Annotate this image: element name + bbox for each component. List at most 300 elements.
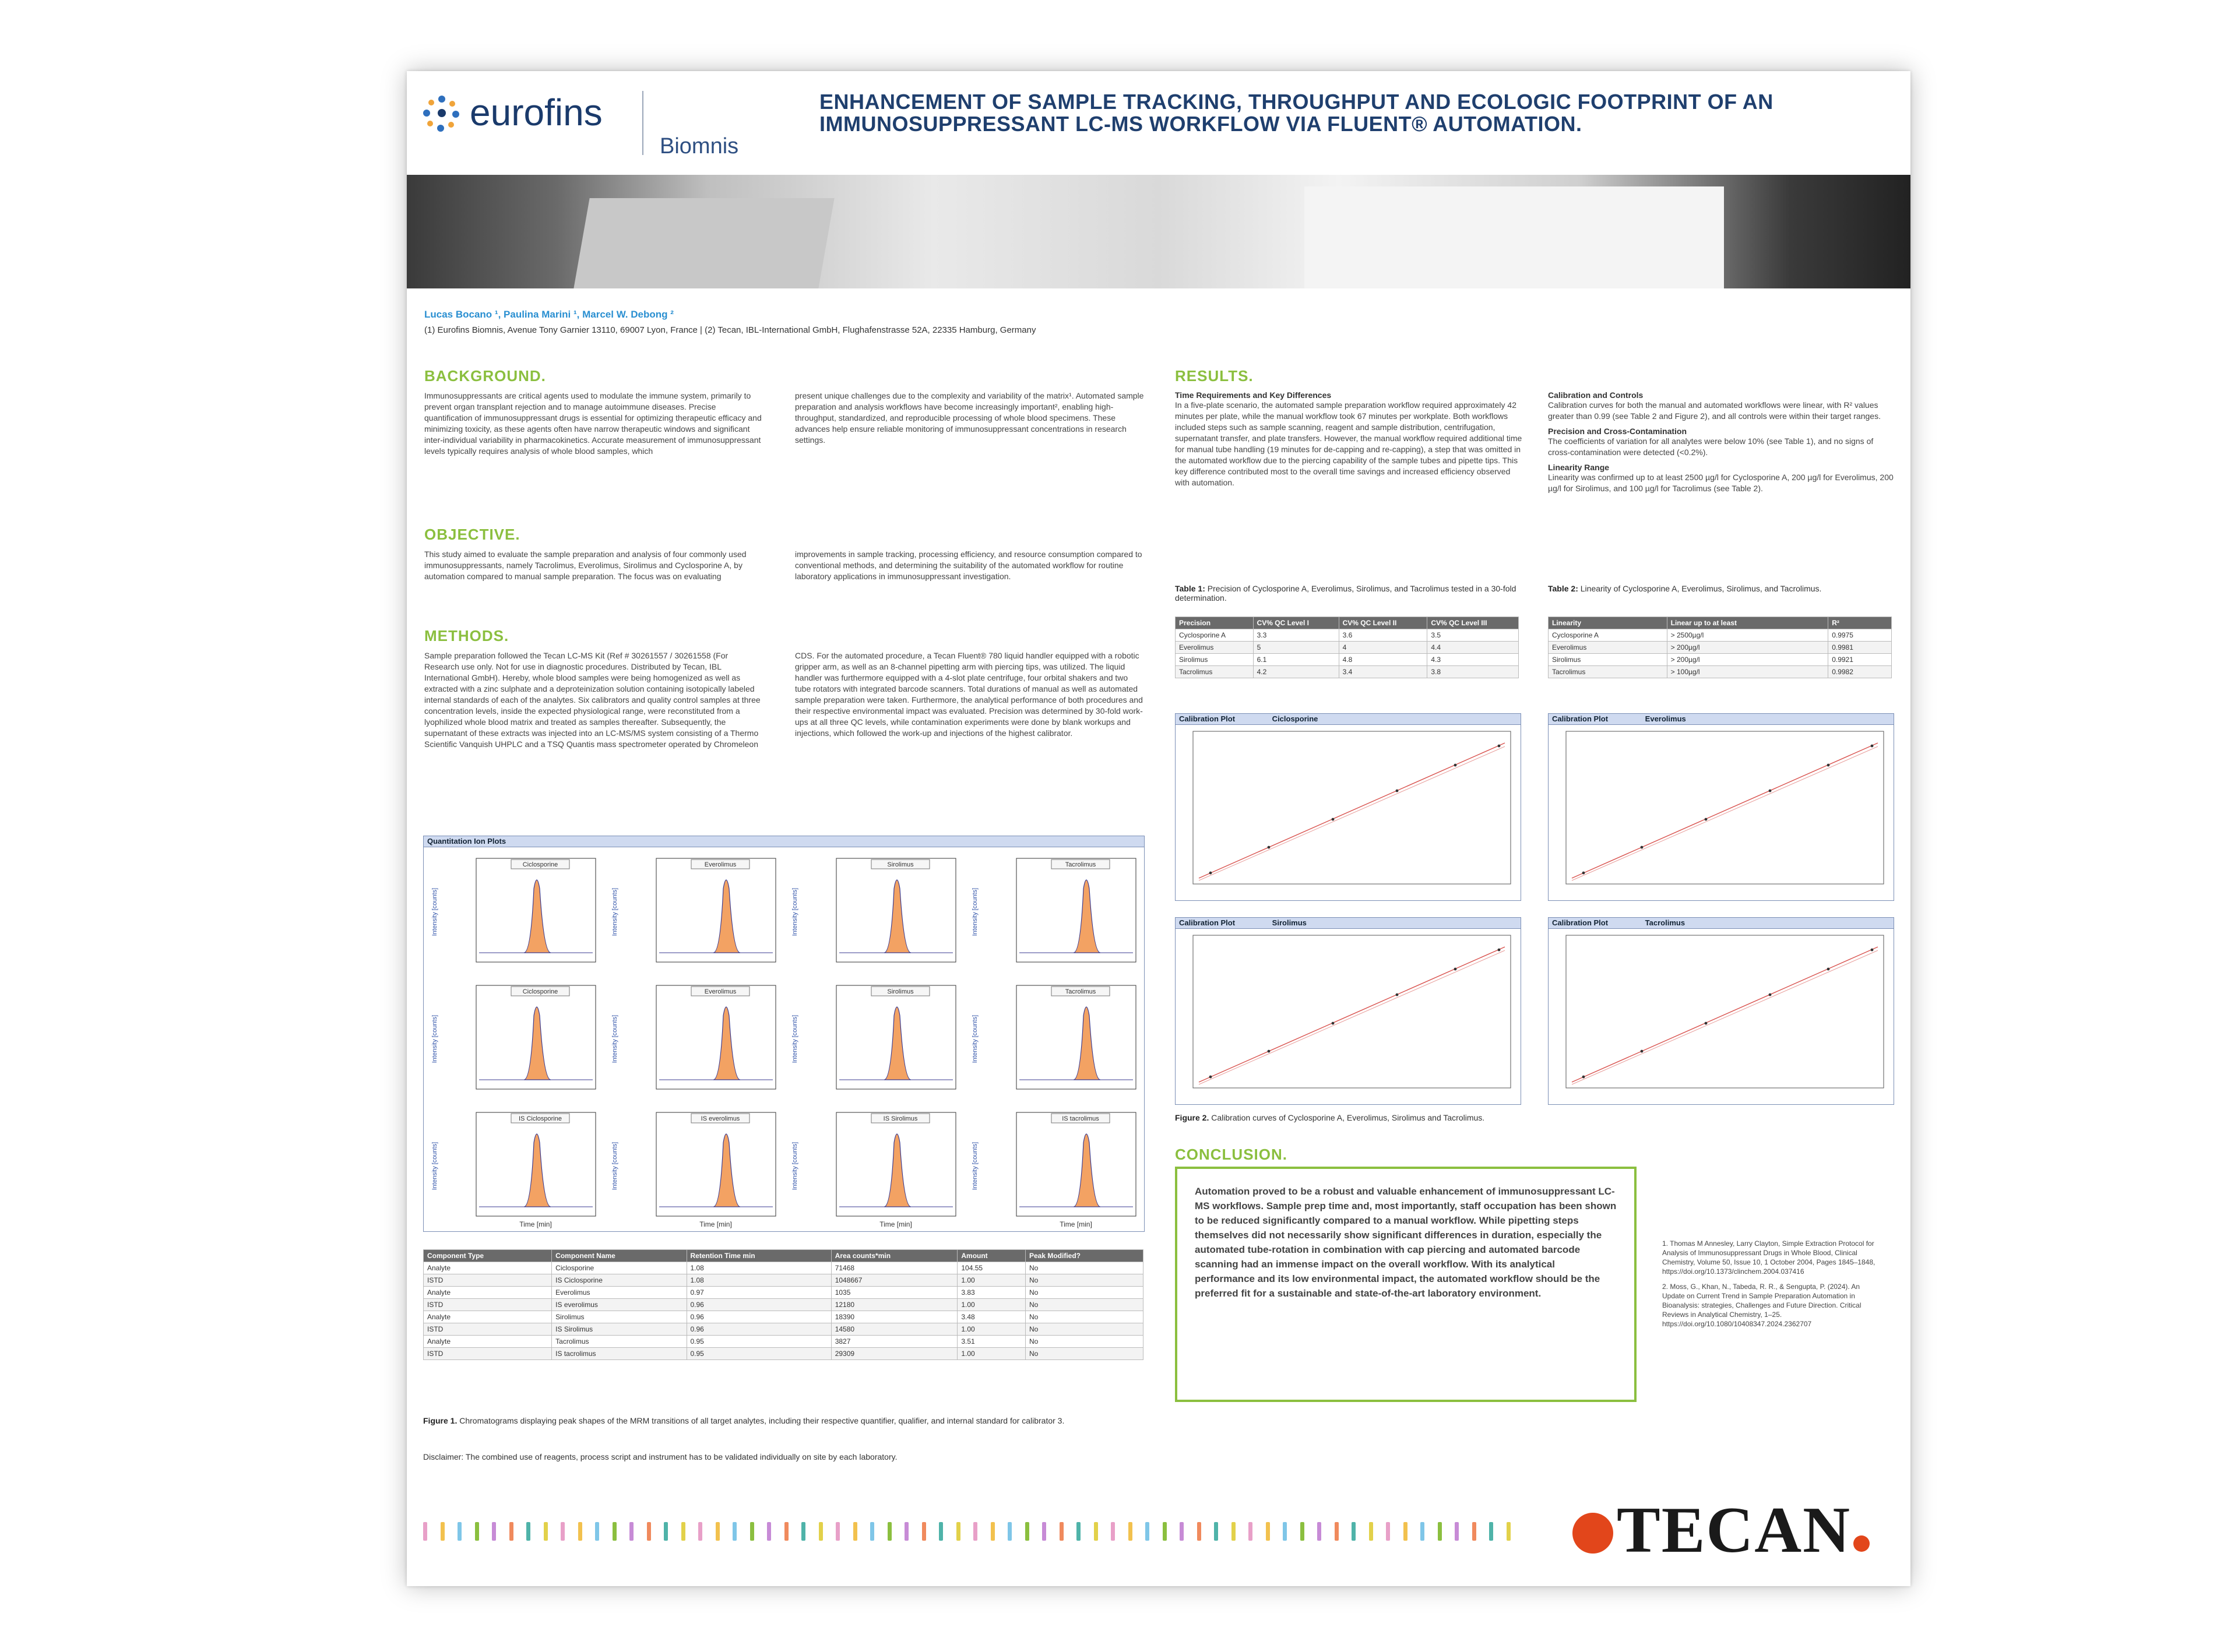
stripe [801,1522,805,1541]
table1-cell: 3.8 [1427,666,1519,678]
logo-divider [642,91,643,155]
y-axis-label: Intensity [counts] [431,1142,438,1190]
table-row [424,1287,1143,1299]
figure1-chromatograms [423,836,1145,1232]
conclusion-heading: CONCLUSION. [1175,1146,1287,1163]
banner-reservoir [573,198,834,288]
table1-cell: 4.4 [1427,642,1519,654]
calibration-bar [1549,918,1894,929]
chromatogram-panel [784,848,964,975]
logo-wordmark: eurofins [470,91,603,133]
table2-cell: Sirolimus [1549,654,1667,666]
figure1-table-cell: No [1025,1287,1143,1299]
panel-title: Everolimus [704,861,737,868]
y-axis-label: Intensity [counts] [791,1015,798,1063]
stripe [1008,1522,1012,1541]
calibration-point [1871,745,1874,748]
figure1-table-cell: 1.08 [687,1274,831,1287]
x-axis-label: Time [min] [699,1220,732,1228]
stripe [819,1522,823,1541]
calibration-plot [1175,917,1521,1105]
panel-title: IS tacrolimus [1062,1115,1099,1122]
table2-cell: > 100µg/l [1667,666,1828,678]
table1-cell: 3.6 [1339,629,1427,642]
chromatogram-panel [424,975,604,1102]
stripe [750,1522,754,1541]
calibration-frame [1566,731,1884,884]
stripe [905,1522,909,1541]
stripe [870,1522,874,1541]
calibration-plot [1548,917,1894,1105]
calibration-bar [1549,714,1894,725]
background-col2: present unique challenges due to the complexity and variability of the matrix¹. Automated sample preparation and analysis workflows have become increasingly important², enabling high-throughput, standardized, and reproducible processing of whole blood specimens. These advances help ensure reliable monitoring of immunosuppressant concentrations in research settings. [795,391,1144,445]
figure2-caption-text: Calibration curves of Cyclosporine A, Everolimus, Sirolimus and Tacrolimus. [1211,1113,1485,1122]
figure1-table-cell: 3.48 [958,1311,1026,1323]
panel-title: Tacrolimus [1065,861,1096,868]
table1-cell: 3.4 [1339,666,1427,678]
table2-cell: > 200µg/l [1667,654,1828,666]
figure1-table-header-cell: Retention Time min [687,1250,831,1262]
figure1-table-cell: 3.83 [958,1287,1026,1299]
stripe [973,1522,977,1541]
tecan-logo [1572,1493,1870,1568]
stripe [441,1522,445,1541]
table1-caption-label: Table 1: [1175,584,1205,593]
y-axis-label: Intensity [counts] [791,1142,798,1190]
calibration-bar-label: Calibration Plot [1552,918,1609,927]
calibration-plot [1175,713,1521,901]
figure1-caption [423,1416,1143,1425]
figure1-table-cell: ISTD [424,1274,552,1287]
calibration-point [1396,994,1399,996]
figure1-table-cell: 0.97 [687,1287,831,1299]
panel-title: IS Ciclosporine [519,1115,562,1122]
table1-caption [1175,584,1525,603]
table1-header-cell: CV% QC Level III [1427,617,1519,629]
results-text-precision: The coefficients of variation for all analytes were below 10% (see Table 1), and no signs of cross-contamination were detected (<0.2%). [1548,436,1874,457]
table-row [1549,666,1892,678]
table1-cell: Everolimus [1176,642,1254,654]
calibration-frame [1193,731,1511,884]
panel-title: Everolimus [704,988,737,995]
figure1-caption-label: Figure 1. [423,1416,458,1425]
stripe [1128,1522,1132,1541]
calibration-analyte-name: Ciclosporine [1270,714,1318,723]
objective-col2: improvements in sample tracking, processing efficiency, and resource consumption compared to conventional methods, and determining the suitability of the automated workflow for routine laboratory applications in immunosuppressant investigation. [795,550,1142,581]
figure1-table-cell: 1.08 [687,1262,831,1274]
table2-cell: > 200µg/l [1667,642,1828,654]
calibration-point [1268,846,1271,849]
stripe [1163,1522,1167,1541]
tecan-period-icon [1853,1535,1870,1552]
table2-header-cell: R² [1828,617,1892,629]
stripe [1283,1522,1287,1541]
conclusion-text: Automation proved to be a robust and valuable enhancement of immunosuppressant LC-MS workflows. Sample prep time and, most importantly, staff occupation has been shown to be reduced significantly compared to a manual workflow. While pipetting steps themselves did not necessarily show significant differences in duration, especially the automated tube-rotation in combination with cap piercing and automated barcode scanning had an immense impact on the overall workflow. With its analytical performance and its low environmental impact, the automated workflow should be the preferred fit for a sustainable and state-of-the-art laboratory environment. [1195,1186,1617,1299]
figure1-table-cell: 104.55 [958,1262,1026,1274]
plot-frame [656,858,776,962]
references [1662,1239,1884,1329]
table-row [1176,654,1519,666]
results-sub-precision: Precision and Cross-Contamination [1548,427,1687,436]
calibration-plot [1548,713,1894,901]
title-line-1: ENHANCEMENT OF SAMPLE TRACKING, THROUGHPUT AND ECOLOGIC FOOTPRINT OF AN [819,90,1773,114]
figure1-table-cell: ISTD [424,1299,552,1311]
figure1-table-cell: 1.00 [958,1274,1026,1287]
y-axis-label: Intensity [counts] [972,887,979,936]
figure1-table-cell: Tacrolimus [552,1336,687,1348]
figure1-table-cell: 0.95 [687,1336,831,1348]
figure1-table-cell: 29309 [831,1348,958,1360]
plot-frame [656,985,776,1089]
table2-cell: 0.9975 [1828,629,1892,642]
chromatogram-panel [964,1102,1144,1229]
calibration-analyte-name: Everolimus [1643,714,1686,723]
calibration-point [1641,846,1644,849]
panel-title: Sirolimus [887,861,914,868]
calibration-frame [1566,935,1884,1088]
calibration-point [1332,1022,1335,1025]
stripe [888,1522,892,1541]
table1-header-cell: Precision [1176,617,1254,629]
calibration-point [1268,1050,1271,1053]
affiliations: (1) Eurofins Biomnis, Avenue Tony Garnier 13110, 69007 Lyon, France | (2) Tecan, IBL-International GmbH, Flughafenstrasse 52A, 22335 Hamburg, Germany [424,325,1036,335]
eurofins-logo [421,85,770,161]
results-heading: RESULTS. [1175,367,1254,385]
results-section [1175,367,1254,385]
calibration-point [1498,745,1501,748]
stripe [578,1522,582,1541]
figure1-table-cell: No [1025,1323,1143,1336]
calibration-analyte-name: Sirolimus [1270,918,1307,927]
figure1-table-cell: 12180 [831,1299,958,1311]
calibration-bar [1176,918,1521,929]
poster-title [819,91,1868,135]
chromatogram-panel [964,975,1144,1102]
calibration-point [1871,949,1874,952]
table1-caption-text: Precision of Cyclosporine A, Everolimus, Sirolimus, and Tacrolimus tested in a 30-fold determination. [1175,584,1516,603]
chromatogram-panel [784,975,964,1102]
calibration-analyte-name: Tacrolimus [1643,918,1685,927]
background-heading: BACKGROUND. [424,367,546,385]
authors: Lucas Bocano ¹, Paulina Marini ¹, Marcel W. Debong ² [424,309,674,320]
stripe [1352,1522,1356,1541]
panel-title: Sirolimus [887,988,914,995]
chromatogram-panel [424,1102,604,1229]
x-axis-label: Time [min] [519,1220,552,1228]
figure1-table-cell: IS everolimus [552,1299,687,1311]
panel-title: Ciclosporine [522,988,558,995]
figure1-table-cell: IS tacrolimus [552,1348,687,1360]
panel-title: Tacrolimus [1065,988,1096,995]
figure1-table-cell: 0.96 [687,1299,831,1311]
table2-linearity [1548,617,1892,678]
stripe [1266,1522,1270,1541]
stripe [1094,1522,1098,1541]
table1-cell: 4.2 [1253,666,1339,678]
figure1-table-cell: 3.51 [958,1336,1026,1348]
stripe [1076,1522,1081,1541]
figure1-table-header-cell: Amount [958,1250,1026,1262]
background-section [424,367,546,385]
calibration-point [1498,949,1501,952]
figure1-table-cell: 1.00 [958,1323,1026,1336]
calibration-svg [1176,725,1521,900]
stripe [1231,1522,1236,1541]
y-axis-label: Intensity [counts] [791,887,798,936]
calibration-point [1209,872,1212,875]
calibration-point [1705,818,1708,821]
disclaimer: Disclaimer: The combined use of reagents, process script and instrument has to be validated individually on site by each laboratory. [423,1452,898,1461]
figure1-table-cell: No [1025,1348,1143,1360]
stripe [1472,1522,1476,1541]
eurofins-mark-icon [421,92,463,134]
table-row [1176,666,1519,678]
figure1-table-cell: 0.95 [687,1348,831,1360]
table1-cell: 3.3 [1253,629,1339,642]
y-axis-label: Intensity [counts] [611,1015,618,1063]
table2-cell: Everolimus [1549,642,1667,654]
calibration-svg [1176,929,1521,1104]
chromatogram-panel [604,1102,784,1229]
calibration-point [1705,1022,1708,1025]
table2-header-cell: Linear up to at least [1667,617,1828,629]
figure2-caption-label: Figure 2. [1175,1113,1209,1122]
conclusion-section [1175,1146,1287,1164]
figure1-table-cell: 71468 [831,1262,958,1274]
stripe [1455,1522,1459,1541]
table-row [1549,654,1892,666]
stripe [1386,1522,1390,1541]
calibration-frame [1193,935,1511,1088]
table1-precision [1175,617,1519,678]
chromatogram-panel [604,848,784,975]
methods-col1: Sample preparation followed the Tecan LC-MS Kit (Ref # 30261557 / 30261558 (For Research use only. Not for use in diagnostic procedures. Distributed by Tecan, IBL International GmbH). Hereby, whole blood samples were being homogenized as well as extracted with a zinc sulphate and a deproteinization solution containing isotopically labeled internal standards of each of the analytes. Six calibrators and quality control samples at three concentration levels, inside the expected physiological range, were reconstituted from a lyophilized whole blood matrix and treated as samples thereafter. Subsequently, the supernatant of these extracts was injected into an LC-MS/MS system consisting of a Thermo Scientific Vanquish UHPLC and a TSQ Quantis mass spectrometer operated by Chromeleon [424,651,761,749]
table-row [424,1336,1143,1348]
calibration-bar [1176,714,1521,725]
table1-cell: 4.3 [1427,654,1519,666]
tecan-dot-icon [1572,1513,1613,1554]
plot-frame [1016,858,1136,962]
chromatogram-panel [964,848,1144,975]
calibration-point [1209,1076,1212,1079]
figure1-results-table [423,1249,1143,1360]
figure1-table-cell: Analyte [424,1262,552,1274]
results-left-col [1175,390,1525,488]
stripe [1180,1522,1184,1541]
table-row [424,1323,1143,1336]
figure1-table-cell: Analyte [424,1287,552,1299]
table2-cell: 0.9981 [1828,642,1892,654]
stripe [784,1522,789,1541]
plot-frame [1016,1112,1136,1216]
figure1-table-header-cell: Area counts*min [831,1250,958,1262]
table2-caption [1548,584,1898,593]
table1-cell: Cyclosporine A [1176,629,1254,642]
table2-cell: Tacrolimus [1549,666,1667,678]
figure1-table-cell: Analyte [424,1336,552,1348]
figure1-table-cell: 1048667 [831,1274,958,1287]
y-axis-label: Intensity [counts] [972,1142,979,1190]
results-text-linearity: Linearity was confirmed up to at least 2500 µg/l for Cyclosporine A, 200 µg/l for Everolimus, 200 µg/l for Sirolimus, and 100 µg/l for Tacrolimus (see Table 2). [1548,473,1894,493]
calibration-point [1827,764,1830,767]
stripe [698,1522,702,1541]
figure1-table-cell: Everolimus [552,1287,687,1299]
calibration-point [1769,994,1772,996]
figure1-bar-title: Quantitation Ion Plots [424,836,1144,847]
table-row [424,1311,1143,1323]
table1-cell: Tacrolimus [1176,666,1254,678]
figure1-table-header-cell: Peak Modified? [1025,1250,1143,1262]
figure1-table-cell: 1.00 [958,1299,1026,1311]
panel-title: Ciclosporine [522,861,558,868]
table-row [424,1274,1143,1287]
calibration-point [1827,968,1830,971]
x-axis-label: Time [min] [1060,1220,1092,1228]
stripe [1507,1522,1511,1541]
stripe [681,1522,685,1541]
y-axis-label: Intensity [counts] [611,1142,618,1190]
table-row [424,1348,1143,1360]
stripe [509,1522,513,1541]
stripe [1060,1522,1064,1541]
figure1-table-header-cell: Component Name [552,1250,687,1262]
stripe [1145,1522,1149,1541]
table2-caption-label: Table 2: [1548,584,1578,593]
stripe [1197,1522,1201,1541]
figure1-table-header-row [424,1250,1143,1262]
stripe [716,1522,720,1541]
calibration-bar-label: Calibration Plot [1179,714,1236,723]
stripe [1042,1522,1046,1541]
y-axis-label: Intensity [counts] [431,1015,438,1063]
panel-title: IS everolimus [701,1115,740,1122]
stripe [1300,1522,1304,1541]
table2-header-row [1549,617,1892,629]
table-row [1549,642,1892,654]
figure1-table-cell: No [1025,1262,1143,1274]
table2-body [1549,629,1892,678]
footer-color-stripes [423,1520,1519,1543]
background-col1: Immunosuppressants are critical agents used to modulate the immune system, primarily to prevent organ transplant rejection and to manage autoimmune diseases. Precise quantification of immunosuppressant drugs is essential for optimizing therapeutic efficacy and minimizing toxicity, as these agents often have narrow therapeutic windows and significant inter-individual variability in pharmacokinetics. Accurate measurement of immunosuppressant levels typically requires analysis of whole blood samples, which [424,391,762,456]
results-sub-linearity: Linearity Range [1548,463,1610,472]
table1-cell: 4.8 [1339,654,1427,666]
table2-cell: 0.9921 [1828,654,1892,666]
stripe [1403,1522,1407,1541]
calibration-point [1396,790,1399,792]
figure1-table-cell: Sirolimus [552,1311,687,1323]
stripe [613,1522,617,1541]
results-text-time: In a five-plate scenario, the automated sample preparation workflow required approximately 42 minutes per plate, while the manual workflow took 67 minutes per workplate. Both workflows included steps such as sample scanning, reagent and sample distribution, centrifugation, supernatant transfer, and plate transfers. However, the manual workflow required additional time for manual tube handling (19 minutes for de-capping and re-capping), a step that was omitted in the automated workflow due to the piercing capability of the sample tubes and pipette tips. This key difference contributed most to the overall time savings and increased efficiency observed with automation. [1175,400,1522,487]
reference-1: 1. Thomas M Annesley, Larry Clayton, Simple Extraction Protocol for Analysis of Immunosuppressant Drugs in Whole Blood, Clinical Chemistry, Volume 50, Issue 10, 1 October 2004, Pages 1845–1848, https://doi.org/10.1373/clinchem.2004.037416 [1662,1239,1875,1276]
table-row [1176,642,1519,654]
figure1-table-cell: 1.00 [958,1348,1026,1360]
table2-header-cell: Linearity [1549,617,1667,629]
stripe [1438,1522,1442,1541]
table2-cell: Cyclosporine A [1549,629,1667,642]
stripe [1335,1522,1339,1541]
table1-header-cell: CV% QC Level II [1339,617,1427,629]
plot-frame [1016,985,1136,1089]
figure1-table-cell: 14580 [831,1323,958,1336]
calibration-point [1454,968,1457,971]
figure1-table-cell: Ciclosporine [552,1262,687,1274]
stripe [991,1522,995,1541]
calibration-bar-label: Calibration Plot [1179,918,1236,927]
methods-col2: CDS. For the automated procedure, a Tecan Fluent® 780 liquid handler equipped with a robotic gripper arm, as well as an 8-channel pipetting arm with piercing tips, was utilized. The liquid handler was furthermore equipped with a 4-slot plate centrifuge, four orbital shakers and two tube rotators with integrated barcode scanners. Total durations of manual as well as automated sample preparation were taken. Furthermore, the analytical performance of both procedures and their respective environmental impact was evaluated. Precision was determined by 30-fold work-ups at all three QC levels, while contamination experiments were done by blank workups and injections, which followed the work-up and injections of the highest calibrator. [795,651,1143,738]
methods-section [424,627,509,645]
stripe [423,1522,427,1541]
calibration-svg [1549,725,1894,900]
y-axis-label: Intensity [counts] [611,887,618,936]
calibration-point [1582,1076,1585,1079]
figure1-table-body [424,1262,1143,1360]
poster-header [407,71,1910,175]
objective-section [424,526,520,544]
stripe [595,1522,599,1541]
reference-2: 2. Moss, G., Khan, N., Tabeda, R. R., & Sengupta, P. (2024). An Update on Current Trend in Sample Preparation Automation in Bioanalysis: strategies, Challenges and Future Direction. Critical Reviews in Analytical Chemistry, 1–25. https://doi.org/10.1080/10408347.2024.2362707 [1662,1283,1862,1328]
logo-subbrand: Biomnis [660,134,739,158]
calibration-svg [1549,929,1894,1104]
stripe [1248,1522,1252,1541]
chromatogram-panel [784,1102,964,1229]
stripe [664,1522,668,1541]
stripe [458,1522,462,1541]
stripe [1214,1522,1218,1541]
table1-cell: 6.1 [1253,654,1339,666]
figure1-table-cell: 1035 [831,1287,958,1299]
banner-photo [407,175,1910,288]
figure1-table-cell: No [1025,1274,1143,1287]
figure1-table-cell: IS Ciclosporine [552,1274,687,1287]
table2-cell: 0.9982 [1828,666,1892,678]
y-axis-label: Intensity [counts] [431,887,438,936]
table-row [1176,629,1519,642]
objective-heading: OBJECTIVE. [424,526,520,543]
table1-header-row [1176,617,1519,629]
stripe [647,1522,651,1541]
figure1-table-cell: ISTD [424,1323,552,1336]
stripe [1317,1522,1321,1541]
x-axis-label: Time [min] [879,1220,912,1228]
calibration-point [1769,790,1772,792]
stripe [492,1522,496,1541]
stripe [956,1522,960,1541]
y-axis-label: Intensity [counts] [972,1015,979,1063]
stripe [853,1522,857,1541]
stripe [526,1522,530,1541]
stripe [733,1522,737,1541]
stripe [1111,1522,1115,1541]
figure1-table-cell: 3827 [831,1336,958,1348]
stripe [1369,1522,1373,1541]
calibration-bar-label: Calibration Plot [1552,714,1609,723]
figure1-table-cell: ISTD [424,1348,552,1360]
stripe [475,1522,479,1541]
results-right-col [1548,390,1898,494]
stripe [767,1522,771,1541]
poster [407,71,1910,1586]
stripe [922,1522,926,1541]
stripe [544,1522,548,1541]
figure1-table-cell: Analyte [424,1311,552,1323]
figure1-table-cell: IS Sirolimus [552,1323,687,1336]
banner-plate [1304,186,1724,288]
table1-cell: 3.5 [1427,629,1519,642]
table1-cell: 5 [1253,642,1339,654]
stripe [629,1522,634,1541]
objective-col1: This study aimed to evaluate the sample preparation and analysis of four commonly used immunosuppressants, namely Tacrolimus, Everolimus, Sirolimus and Cyclosporine A, by automation compared to manual sample preparation. The focus was on evaluating [424,550,747,581]
table-row [424,1299,1143,1311]
